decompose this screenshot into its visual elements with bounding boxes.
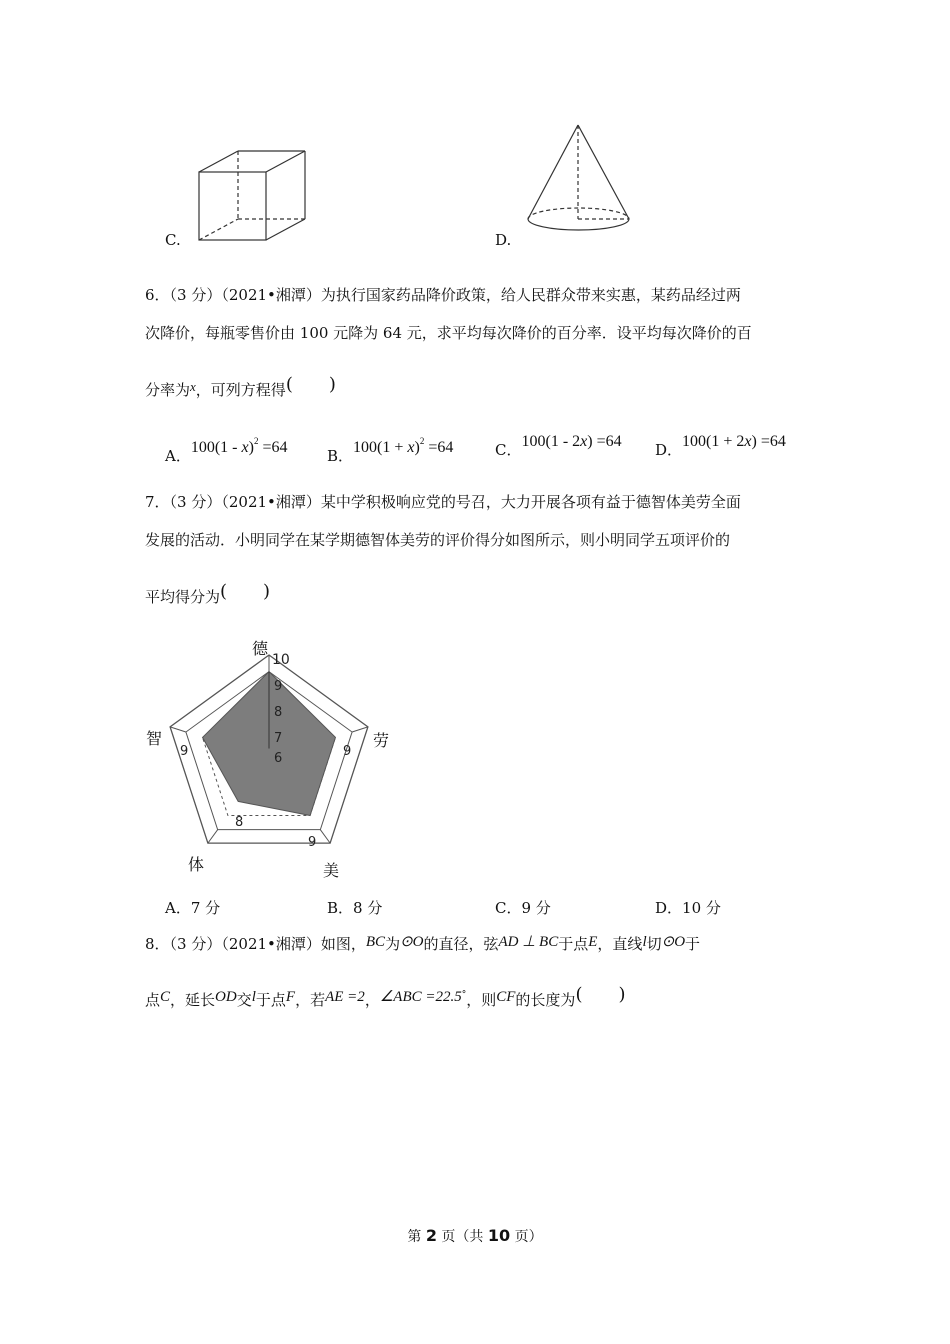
q6-option-d[interactable] — [655, 433, 786, 461]
q6-option-b[interactable] — [327, 436, 454, 467]
q8-cf: CF — [496, 989, 516, 1005]
q7-line2: 发展的活动．小明同学在某学期德智体美劳的评价得分如图所示，则小明同学五项评价的 — [145, 531, 731, 549]
q6-text3a: 分率为 — [145, 381, 191, 399]
radar-axis-zhi: 智 — [146, 729, 163, 748]
q8-l2: l — [251, 989, 256, 1005]
q8-text: ，延长 — [170, 991, 216, 1009]
q7-option-c[interactable] — [495, 898, 551, 918]
q8-ae: AE =2 — [325, 989, 365, 1005]
q7-number: 7． — [145, 493, 170, 511]
q8-paren-open: ( — [575, 984, 583, 1005]
q6-option-a-formula: 100(1 - x)$^2$ =64 — [190, 436, 288, 456]
q7-option-c-text: 9 分 — [521, 899, 551, 917]
q6-paren-close: ) — [328, 374, 336, 395]
q8-text: ， — [364, 991, 380, 1009]
radar-tick-8: 8 — [274, 705, 283, 720]
q7-option-a-label: A． — [165, 899, 191, 917]
q8-text: 于点 — [255, 991, 286, 1009]
q8-text: 交 — [236, 991, 252, 1009]
q8-text: ，若 — [295, 991, 326, 1009]
q8-number: 8． — [145, 935, 170, 953]
q6-text1: （3 分）（2021•湘潭）为执行国家药品降价政策，给人民群众带来实惠，某药品经过两 — [169, 286, 741, 304]
radar-tick-7: 7 — [274, 731, 283, 746]
radar-tick-6: 6 — [274, 751, 283, 766]
q6-paren-open: ( — [285, 374, 293, 395]
radar-tick-10: 10 — [272, 652, 290, 668]
q8-text: ，直线 — [597, 935, 643, 953]
q8-e: E — [588, 934, 598, 950]
radar-spoke — [320, 830, 330, 843]
footer-text: 页） — [510, 1229, 543, 1245]
radar-point-label-zhi: 9 — [180, 744, 189, 759]
footer-text: 第 — [407, 1229, 426, 1245]
q7-option-a[interactable] — [165, 898, 220, 918]
q6-var-x: x — [190, 379, 196, 394]
q7-option-c-label: C． — [495, 899, 522, 917]
q6-option-c-label: C． — [495, 441, 522, 459]
option-c-label: C. — [165, 231, 181, 249]
q8-text: 的长度为 — [515, 991, 576, 1009]
q8-line1 — [145, 932, 700, 954]
q8-text: ，则 — [466, 991, 497, 1009]
q8-text: 的直径，弦 — [423, 935, 499, 953]
q6-line2: 次降价，每瓶零售价由 100 元降为 64 元，求平均每次降价的百分率．设平均每次降价的百 — [145, 324, 752, 342]
radar-point-label-ti: 8 — [235, 815, 244, 830]
q6-option-d-formula: 100(1 + 2x) =64 — [682, 433, 786, 450]
q7-paren-open: ( — [220, 581, 228, 602]
q6-option-c-formula: 100(1 - 2x) =64 — [521, 433, 622, 450]
q8-angle: ∠ABC =22.5 — [379, 989, 462, 1005]
footer-total-pages: 10 — [487, 1226, 511, 1245]
q8-ad-perp-bc: AD ⊥ BC — [498, 934, 559, 950]
q8-c: C — [160, 989, 171, 1005]
q8-bc: BC — [365, 934, 386, 950]
q8-text: （3 分）（2021•湘潭）如图， — [169, 935, 366, 953]
q6-line3 — [145, 375, 336, 400]
radar-axis-ti: 体 — [188, 855, 205, 874]
radar-spoke — [208, 830, 218, 843]
q8-text: 于 — [685, 935, 701, 953]
q7-option-b-text: 8 分 — [353, 899, 383, 917]
radar-spoke — [352, 727, 368, 732]
q8-text: 点 — [145, 991, 161, 1009]
q7-option-d[interactable] — [655, 898, 721, 918]
q6-line1 — [145, 285, 741, 305]
q7-text3: 平均得分为 — [145, 588, 221, 606]
q6-number: 6． — [145, 286, 170, 304]
q8-f: F — [285, 989, 296, 1005]
radar-point-label-mei: 9 — [308, 835, 317, 850]
option-d-label: D. — [495, 231, 512, 249]
q8-line2 — [145, 985, 626, 1010]
q7-option-d-text: 10 分 — [682, 899, 721, 917]
q7-option-a-text: 7 分 — [190, 899, 221, 917]
q8-od: OD — [215, 989, 237, 1005]
q8-text: 为 — [385, 935, 401, 953]
q7-line1 — [145, 492, 741, 512]
q7-option-d-label: D． — [655, 899, 683, 917]
q6-option-b-formula: $100(1 + x)^2 =64$ — [353, 436, 454, 456]
q7-option-b[interactable] — [327, 898, 382, 918]
q6-option-a-label: A． — [165, 447, 191, 465]
cube-figure — [190, 140, 315, 250]
q6-option-a[interactable] — [165, 436, 288, 467]
q7-paren-close: ) — [263, 581, 271, 602]
q6-option-d-label: D． — [655, 441, 683, 459]
q7-text1: （3 分）（2021•湘潭）某中学积极响应党的号召，大力开展各项有益于德智体美劳全面 — [169, 493, 741, 511]
footer-text: 页（共 — [436, 1229, 488, 1245]
q7-option-b-label: B． — [327, 899, 354, 917]
q8-degree: ° — [461, 990, 467, 1000]
footer-page-number: 2 — [425, 1226, 437, 1245]
radar-axis-mei: 美 — [323, 861, 340, 880]
q8-paren-close: ) — [618, 984, 626, 1005]
radar-chart — [140, 630, 400, 885]
q6-option-c[interactable] — [495, 433, 622, 461]
page-footer — [0, 1226, 950, 1246]
radar-point-label-lao: 9 — [343, 744, 352, 759]
radar-axis-lao: 劳 — [373, 731, 390, 750]
radar-tick-9: 9 — [274, 679, 283, 694]
radar-axis-de: 德 — [252, 639, 269, 658]
cone-figure — [525, 120, 635, 245]
radar-spoke — [170, 727, 186, 732]
q7-line3 — [145, 582, 270, 607]
q8-l: l — [642, 934, 647, 950]
q8-circle-o2: ⊙O — [661, 934, 686, 950]
q8-text: 于点 — [558, 935, 589, 953]
q6-text3b: ，可列方程得 — [195, 381, 286, 399]
q8-circle-o: ⊙O — [400, 934, 424, 950]
q8-text: 切 — [646, 935, 662, 953]
q6-option-b-label: B． — [327, 447, 354, 465]
